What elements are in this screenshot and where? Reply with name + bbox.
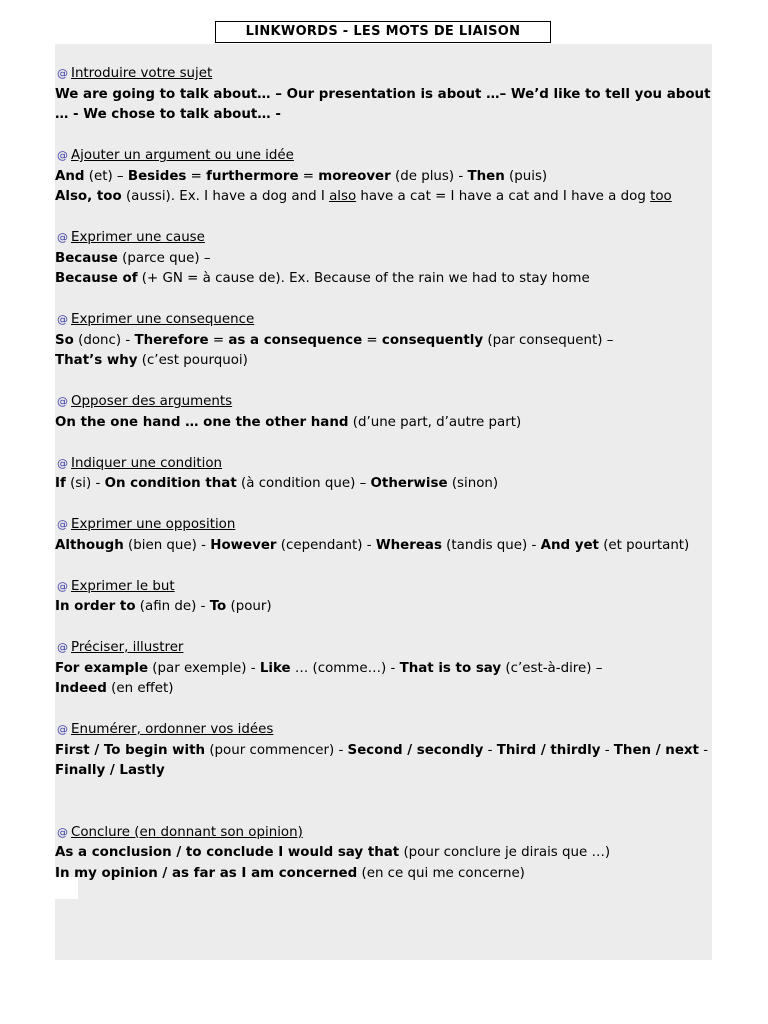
section-heading-text: Opposer des arguments (71, 394, 233, 409)
translation-text: = (186, 168, 207, 184)
section-heading (55, 515, 715, 536)
linkword-term: In my opinion / as far as I am concerned (55, 865, 358, 881)
section-heading-text: Exprimer une consequence (71, 312, 255, 327)
linkword-term: Finally / Lastly (55, 763, 165, 778)
section-heading (55, 228, 715, 249)
translation-text: (en effet) (106, 681, 174, 696)
swirl-bullet-icon: @ (57, 825, 68, 839)
linkword-term: furthermore (206, 168, 299, 184)
body-line (55, 843, 715, 864)
linkword-term: On condition that (104, 476, 237, 491)
section-heading-text: Introduire votre sujet (71, 66, 213, 81)
section-heading-text: Indiquer une condition (71, 455, 223, 471)
translation-text: (et) – (84, 168, 128, 184)
translation-text: (par consequent) – (483, 332, 614, 348)
linkword-term: Then (467, 168, 505, 184)
translation-text: (sinon) (447, 476, 499, 491)
body-line (55, 536, 715, 557)
linkword-term: And (55, 168, 85, 184)
translation-text: (par exemple) - (148, 660, 260, 676)
translation-text: (c’est pourquoi) (137, 353, 248, 368)
translation-text: (si) - (65, 476, 105, 491)
translation-text: (pour) (226, 599, 272, 614)
translation-text: (aussi). Ex. I have a dog and I (121, 189, 330, 204)
translation-text: (tandis que) - (441, 537, 541, 553)
section-heading (55, 823, 715, 844)
content-list (55, 64, 715, 905)
body-line (55, 474, 715, 495)
swirl-bullet-icon: @ (57, 231, 68, 245)
linkword-term: That is to say (399, 660, 502, 676)
linkword-term: Besides (127, 168, 187, 184)
body-line (55, 597, 715, 618)
section-heading (55, 720, 715, 741)
translation-text: (afin de) - (135, 599, 210, 614)
underlined-word: also (329, 189, 357, 204)
linkword-term: Indeed (55, 681, 107, 696)
translation-text: (bien que) - (123, 537, 211, 553)
body-line (55, 864, 715, 885)
linkword-term: If (55, 476, 66, 491)
translation-text: (et pourtant) (598, 537, 690, 553)
swirl-bullet-icon: @ (57, 313, 68, 327)
linkword-term: We are going to talk about… – Our presentation is about …– We’d like to tell you about … - We chose to talk about… - (55, 86, 711, 122)
translation-text: (à condition que) – (236, 476, 371, 491)
swirl-bullet-icon: @ (57, 456, 68, 470)
swirl-bullet-icon: @ (57, 67, 68, 81)
linkword-term: Otherwise (370, 476, 448, 491)
section (55, 454, 715, 495)
linkword-term: That’s why (55, 353, 138, 368)
section (55, 146, 715, 208)
section-heading (55, 64, 715, 85)
section-heading (55, 638, 715, 659)
section (55, 720, 715, 782)
translation-text: (parce que) – (117, 250, 211, 266)
linkword-term: Also, too (55, 189, 122, 204)
linkword-term: As a conclusion / to conclude I would say that (55, 845, 400, 860)
section (55, 515, 715, 556)
swirl-bullet-icon: @ (57, 149, 68, 163)
translation-text: - (600, 742, 614, 758)
linkword-term: Then / next (613, 742, 699, 758)
linkword-term: For example (55, 660, 149, 676)
swirl-bullet-icon: @ (57, 395, 68, 409)
section-heading (55, 146, 715, 167)
translation-text: (d’une part, d’autre part) (348, 414, 522, 430)
body-line (55, 85, 715, 126)
section-heading-text: Enumérer, ordonner vos idées (71, 722, 274, 737)
swirl-bullet-icon: @ (57, 723, 68, 737)
linkword-term: moreover (318, 168, 391, 184)
linkword-term: In order to (55, 599, 136, 614)
linkword-term: Because (55, 250, 118, 266)
body-line (55, 741, 715, 782)
section-heading-text: Exprimer le but (71, 578, 175, 594)
underlined-word: too (650, 189, 672, 204)
body-line (55, 331, 715, 352)
linkword-term: consequently (381, 332, 484, 348)
translation-text: (pour conclure je dirais que …) (399, 845, 611, 860)
section-heading-text: Exprimer une cause (71, 230, 205, 245)
translation-text: - (698, 742, 709, 758)
section-heading (55, 392, 715, 413)
linkword-term: Therefore (134, 332, 209, 348)
section-heading-text: Ajouter un argument ou une idée (71, 148, 294, 163)
swirl-bullet-icon: @ (57, 579, 68, 593)
section-heading-text: Préciser, illustrer (71, 640, 184, 655)
document-title: LINKWORDS - LES MOTS DE LIAISON (215, 21, 551, 43)
linkword-term: Whereas (375, 537, 442, 553)
linkword-term: First / To begin with (55, 742, 206, 758)
section-heading (55, 310, 715, 331)
section (55, 392, 715, 433)
linkword-term: Because of (55, 271, 138, 286)
translation-text: (cependant) - (276, 537, 376, 553)
section-heading (55, 454, 715, 475)
translation-text: (pour commencer) - (205, 742, 348, 758)
section-heading (55, 577, 715, 598)
linkword-term: Third / thirdly (496, 742, 601, 758)
section (55, 64, 715, 126)
body-line (55, 679, 715, 700)
section (55, 577, 715, 618)
translation-text: (+ GN = à cause de). Ex. Because of the rain we had to stay home (137, 271, 590, 286)
linkword-term: And yet (540, 537, 599, 553)
linkword-term: Second / secondly (347, 742, 484, 758)
translation-text: (donc) - (73, 332, 135, 348)
section (55, 823, 715, 885)
section (55, 310, 715, 372)
translation-text: = (298, 168, 319, 184)
translation-text: (de plus) - (390, 168, 468, 184)
body-line (55, 249, 715, 270)
linkword-term: as a consequence (228, 332, 363, 348)
translation-text: = (208, 332, 229, 348)
translation-text: (c’est-à-dire) – (501, 660, 603, 676)
linkword-term: Although (55, 537, 124, 553)
translation-text: have a cat = I have a cat and I have a dog (356, 189, 651, 204)
linkword-term: To (209, 599, 227, 614)
section-heading-text: Conclure (en donnant son opinion) (71, 824, 303, 840)
body-line (55, 659, 715, 680)
translation-text: = (362, 332, 382, 348)
section (55, 638, 715, 700)
section-heading-text: Exprimer une opposition (71, 517, 236, 532)
body-line (55, 351, 715, 372)
body-line (55, 269, 715, 290)
linkword-term: Like (259, 660, 291, 676)
translation-text: … (comme…) - (290, 660, 400, 676)
swirl-bullet-icon: @ (57, 518, 68, 532)
swirl-bullet-icon: @ (57, 641, 68, 655)
body-line (55, 413, 715, 434)
section (55, 228, 715, 290)
linkword-term: However (210, 537, 277, 553)
translation-text: (puis) (504, 168, 548, 184)
linkword-term: So (55, 332, 74, 348)
linkword-term: On the one hand … one the other hand (55, 414, 349, 430)
body-line (55, 167, 715, 188)
body-line (55, 187, 715, 208)
translation-text: (en ce qui me concerne) (357, 865, 525, 881)
translation-text: - (483, 742, 497, 758)
